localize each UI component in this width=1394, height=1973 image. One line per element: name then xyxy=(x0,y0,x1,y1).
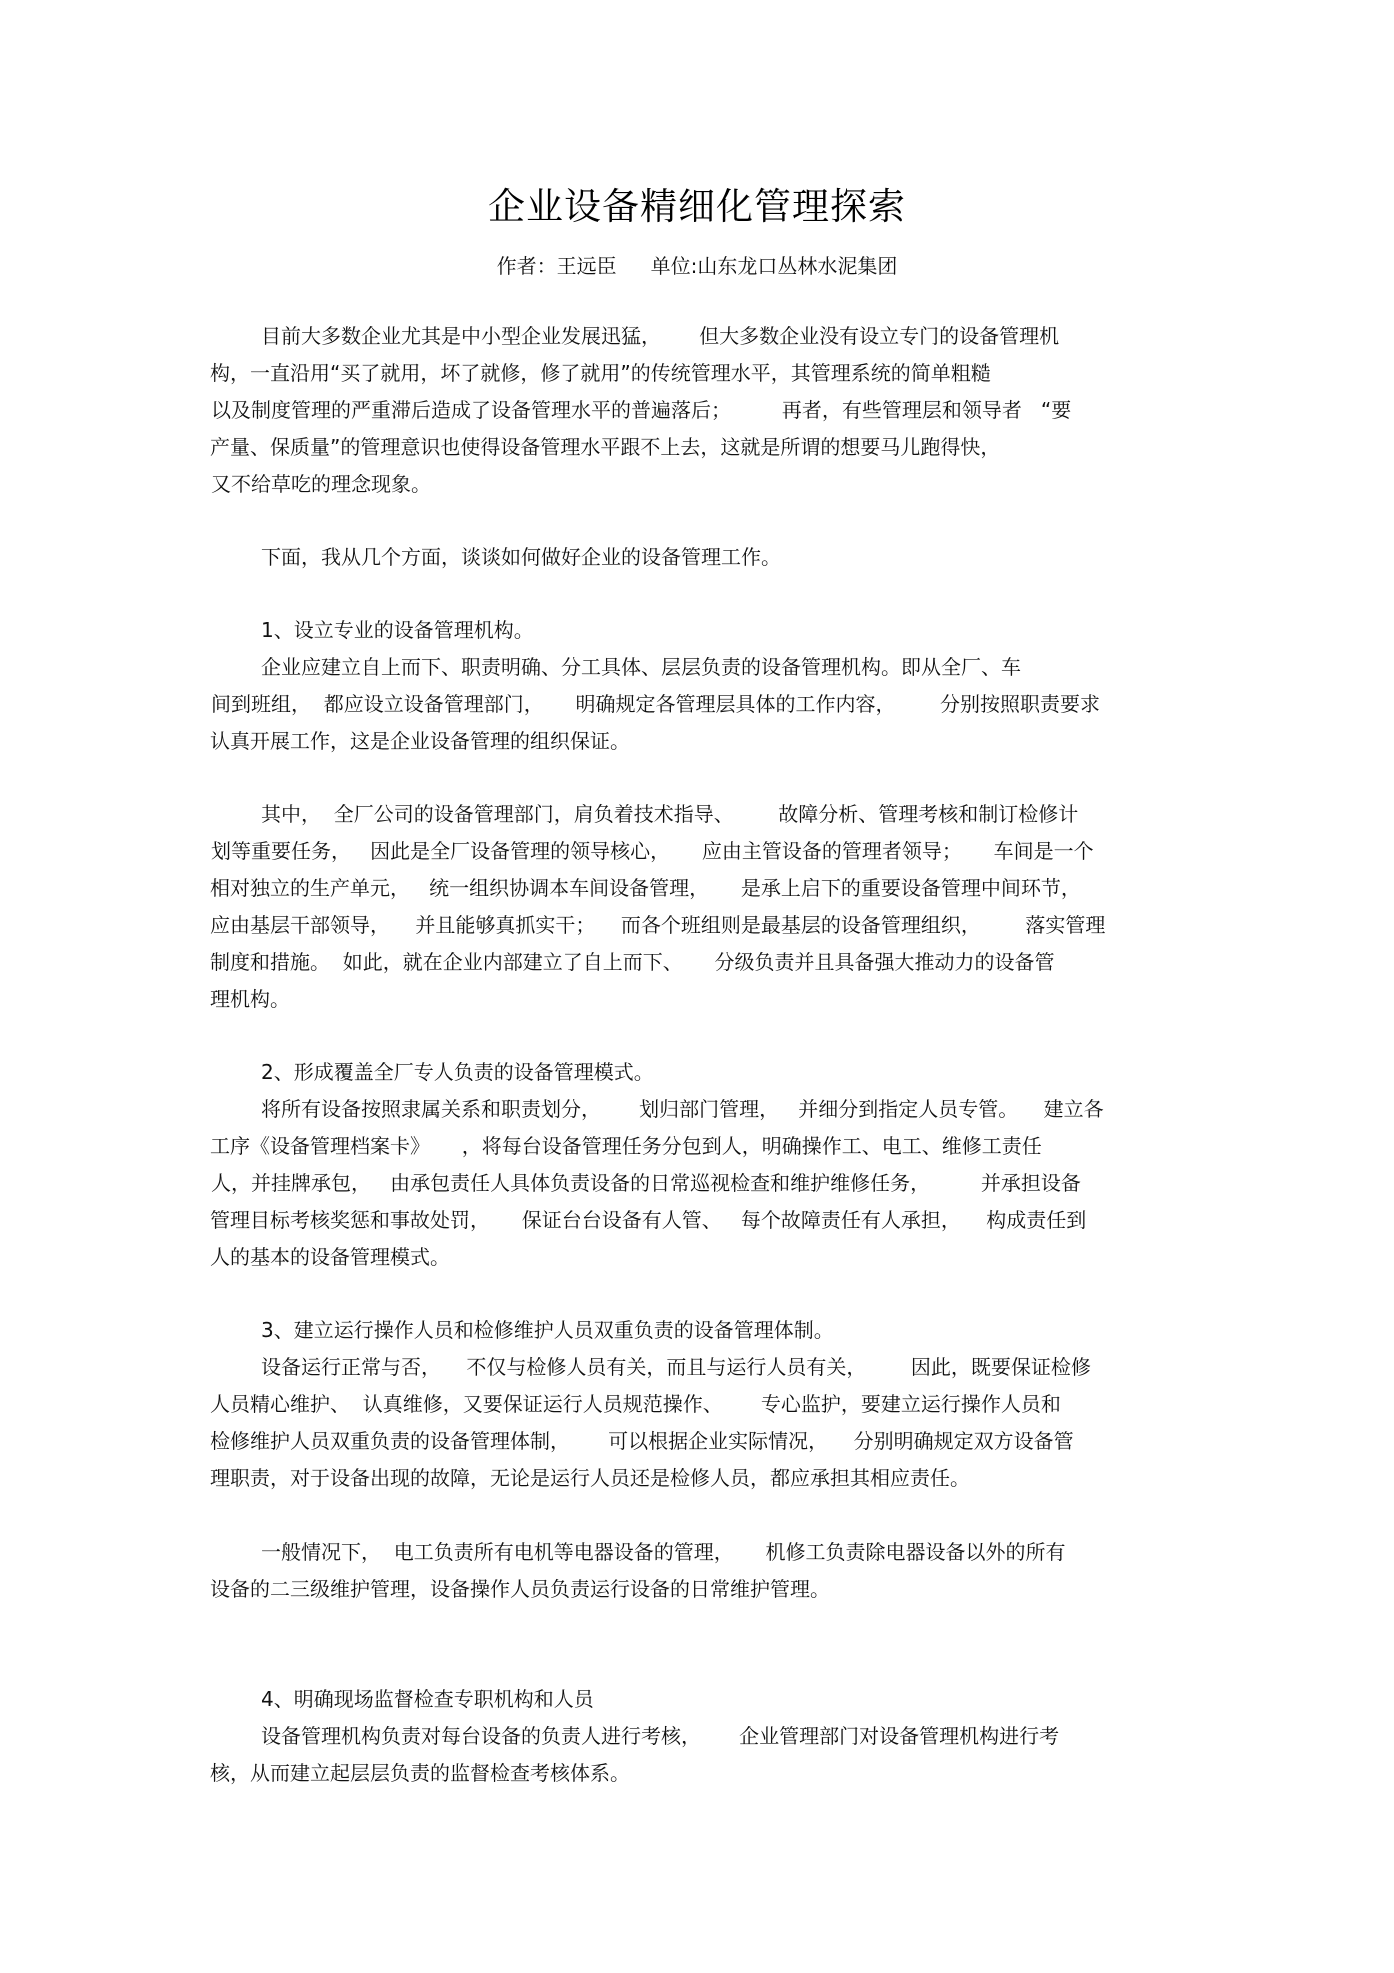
body-line: 人，并挂牌承包， 由承包责任人具体负责设备的日常巡视检查和维护维修任务， 并承担设备 xyxy=(211,1171,1081,1195)
body-line: 一般情况下， 电工负责所有电机等电器设备的管理， 机修工负责除电器设备以外的所有 xyxy=(261,1540,1066,1564)
body-line: 应由基层干部领导， 并且能够真抓实干； 而各个班组则是最基层的设备管理组织， 落实管理 xyxy=(210,913,1106,937)
body-line: 其中， 全厂公司的设备管理部门，肩负着技术指导、 故障分析、管理考核和制订检修计 xyxy=(261,802,1079,826)
body-line: 制度和措施。 如此，就在企业内部建立了自上而下、 分级负责并且具备强大推动力的设备管 xyxy=(210,950,1055,974)
document-byline xyxy=(0,250,1394,279)
section-heading: 3、建立运行操作人员和检修维护人员双重负责的设备管理体制。 xyxy=(261,1318,834,1342)
body-line: 核，从而建立起层层负责的监督检查考核体系。 xyxy=(210,1761,630,1785)
body-line: 工序《设备管理档案卡》 ，将每台设备管理任务分包到人，明确操作工、电工、维修工责任 xyxy=(210,1134,1042,1158)
body-line: 又不给草吃的理念现象。 xyxy=(211,472,431,496)
body-line: 以及制度管理的严重滞后造成了设备管理水平的普遍落后； 再者，有些管理层和领导者 “要 xyxy=(211,398,1072,422)
body-line: 设备运行正常与否， 不仅与检修人员有关，而且与运行人员有关， 因此，既要保证检修 xyxy=(261,1355,1091,1379)
body-line: 人员精心维护、 认真维修，又要保证运行人员规范操作、 专心监护，要建立运行操作人员和 xyxy=(210,1392,1061,1416)
section-heading: 1、设立专业的设备管理机构。 xyxy=(261,618,534,642)
body-line: 人的基本的设备管理模式。 xyxy=(210,1245,450,1269)
body-line: 划等重要任务， 因此是全厂设备管理的领导核心， 应由主管设备的管理者领导； 车间是一个 xyxy=(211,839,1094,863)
body-line: 管理目标考核奖惩和事故处罚， 保证台台设备有人管、 每个故障责任有人承担， 构成责任到 xyxy=(210,1208,1087,1232)
body-line: 构，一直沿用“买了就用，坏了就修，修了就用”的传统管理水平，其管理系统的简单粗糙 xyxy=(210,361,991,385)
body-line: 企业应建立自上而下、职责明确、分工具体、层层负责的设备管理机构。即从全厂、车 xyxy=(261,655,1021,679)
body-line: 间到班组， 都应设立设备管理部门， 明确规定各管理层具体的工作内容， 分别按照职责要求 xyxy=(211,692,1101,716)
body-line: 检修维护人员双重负责的设备管理体制， 可以根据企业实际情况， 分别明确规定双方设备管 xyxy=(210,1429,1074,1453)
body-line: 设备的二三级维护管理，设备操作人员负责运行设备的日常维护管理。 xyxy=(210,1577,830,1601)
section-heading: 4、明确现场监督检查专职机构和人员 xyxy=(261,1687,594,1711)
body-line: 下面，我从几个方面，谈谈如何做好企业的设备管理工作。 xyxy=(261,545,781,569)
body-line: 将所有设备按照隶属关系和职责划分， 划归部门管理， 并细分到指定人员专管。 建立各 xyxy=(261,1097,1104,1121)
section-heading: 2、形成覆盖全厂专人负责的设备管理模式。 xyxy=(261,1060,654,1084)
author-label: 作者：王远臣 xyxy=(496,254,617,278)
body-line: 设备管理机构负责对每台设备的负责人进行考核， 企业管理部门对设备管理机构进行考 xyxy=(261,1724,1060,1748)
body-line: 认真开展工作，这是企业设备管理的组织保证。 xyxy=(210,729,630,753)
unit-label: 单位:山东龙口丛林水泥集团 xyxy=(650,254,898,278)
body-line: 产量、保质量”的管理意识也使得设备管理水平跟不上去，这就是所谓的想要马儿跑得快， xyxy=(210,435,1001,459)
document-title: 企业设备精细化管理探索 xyxy=(488,185,906,228)
body-line: 理职责，对于设备出现的故障，无论是运行人员还是检修人员，都应承担其相应责任。 xyxy=(210,1466,970,1490)
body-line: 目前大多数企业尤其是中小型企业发展迅猛， 但大多数企业没有设立专门的设备管理机 xyxy=(261,324,1060,348)
body-line: 理机构。 xyxy=(210,987,290,1011)
body-line: 相对独立的生产单元， 统一组织协调本车间设备管理， 是承上启下的重要设备管理中间环节， xyxy=(210,876,1081,900)
